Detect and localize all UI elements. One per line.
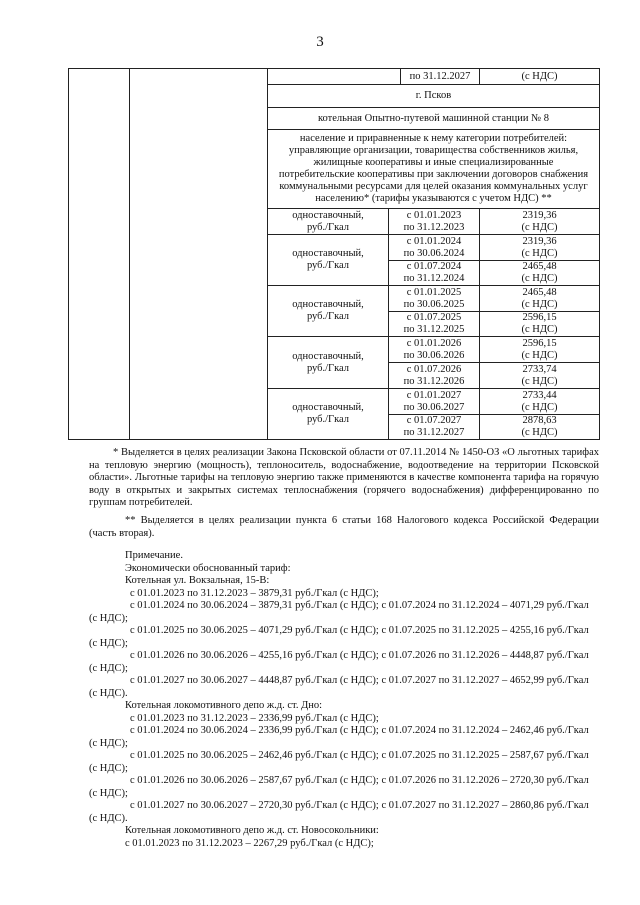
city-label: г. Псков xyxy=(415,90,452,101)
tariff-period xyxy=(389,209,479,234)
tariff-value xyxy=(480,337,599,362)
tariff-type-line: руб./Гкал xyxy=(306,311,350,322)
tariff-type-line: одноставочный, xyxy=(292,350,364,362)
tariff-value xyxy=(480,312,599,336)
value-line: (с НДС) xyxy=(521,401,558,413)
table-border-left xyxy=(68,68,69,440)
value-line: (с НДС) xyxy=(521,349,558,361)
tariff-table xyxy=(68,68,600,440)
value-line: (с НДС) xyxy=(521,273,558,284)
tariff-value xyxy=(480,286,599,311)
top-row-period: по 31.12.2027 xyxy=(409,70,471,82)
tariff-period xyxy=(389,261,479,285)
value-line: 2465,48 xyxy=(522,261,557,272)
value-line: 2733,44 xyxy=(522,389,557,401)
period-line: с 01.07.2027 xyxy=(406,415,462,426)
tariff-type xyxy=(268,286,388,336)
value-line: 2878,63 xyxy=(522,415,557,426)
period-line: по 31.12.2023 xyxy=(403,221,465,233)
tariff-entry: с 01.01.2025 по 30.06.2025 – 2462,46 руб./Гкал (с НДС); с 01.07.2025 по 31.12.2025 – 2587,67 руб./Гкал xyxy=(130,750,589,761)
tariff-entry: с 01.01.2027 по 30.06.2027 – 4448,87 руб./Гкал (с НДС); с 01.07.2027 по 31.12.2027 – 4652,99 руб./Гкал xyxy=(130,675,589,686)
tariff-type-line: руб./Гкал xyxy=(306,260,350,271)
period-line: с 01.01.2025 xyxy=(406,286,462,298)
tariff-entry: с 01.01.2023 по 31.12.2023 – 2267,29 руб./Гкал (с НДС); xyxy=(125,837,374,849)
period-line: с 01.07.2026 xyxy=(406,363,462,375)
tariff-period xyxy=(389,363,479,388)
value-line: (с НДС) xyxy=(521,298,558,310)
table-border-right xyxy=(599,68,600,440)
period-line: по 30.06.2026 xyxy=(403,349,465,361)
consumer-category xyxy=(268,130,599,208)
period-line: по 31.12.2027 xyxy=(403,427,465,438)
consumer-line: населению* (тарифы указываются с учетом НДС) ** xyxy=(315,193,552,204)
consumer-line: управляющие организации, товарищества собственников жилья, xyxy=(288,145,579,156)
tariff-type-line: руб./Гкал xyxy=(306,414,350,425)
tariff-entry-cont: (с НДС); xyxy=(89,662,128,674)
tariff-entry: с 01.01.2027 по 30.06.2027 – 2720,30 руб./Гкал (с НДС); с 01.07.2027 по 31.12.2027 – 2860,86 руб./Гкал xyxy=(130,800,589,811)
notes-subheading: Экономически обоснованный тариф: xyxy=(125,562,291,574)
period-line: по 30.06.2025 xyxy=(403,298,465,310)
consumer-line: коммунальными ресурсами для целей оказания коммунальных услуг xyxy=(279,181,588,192)
tariff-value xyxy=(480,261,599,285)
table-col-line xyxy=(129,68,130,440)
notes-heading: Примечание. xyxy=(125,550,183,561)
period-line: по 31.12.2025 xyxy=(403,324,465,335)
tariff-entry-cont: (с НДС); xyxy=(89,637,128,649)
value-line: (с НДС) xyxy=(521,427,558,438)
tariff-value xyxy=(480,209,599,234)
top-row-vat: (с НДС) xyxy=(521,70,558,82)
footnote-first: * Выделяется в целях реализации Закона Псковской области от 07.11.2014 № 1450-ОЗ «О льготных тарифах на тепловую энергию (мощность), теплоноситель, водоснабжение, водоотведение на территории Псковской области». Льготные тарифы на тепловую энергию также применяются в качестве компонента тарифа на горячую воду в открытых и закрытых системах теплоснабжения (горячего водоснабжения) дифференцированно по группам потребителей. xyxy=(89,447,599,509)
page-number: 3 xyxy=(316,34,324,50)
tariff-entry: с 01.01.2025 по 30.06.2025 – 4071,29 руб./Гкал (с НДС); с 01.07.2025 по 31.12.2025 – 4255,16 руб./Гкал xyxy=(130,625,589,636)
tariff-type-line: одноставочный, xyxy=(292,248,364,259)
tariff-type-line: руб./Гкал xyxy=(306,362,350,374)
tariff-type xyxy=(268,209,388,234)
tariff-type-line: одноставочный, xyxy=(292,209,364,221)
period-line: по 30.06.2027 xyxy=(403,401,465,413)
tariff-type xyxy=(268,235,388,285)
period-line: по 30.06.2024 xyxy=(403,247,465,259)
tariff-entry-cont: (с НДС). xyxy=(89,812,128,824)
value-line: 2596,15 xyxy=(522,337,557,349)
tariff-value xyxy=(480,235,599,260)
boiler-name: Котельная ул. Вокзальная, 15-В: xyxy=(125,575,270,586)
tariff-entry: с 01.01.2023 по 31.12.2023 – 3879,31 руб./Гкал (с НДС); xyxy=(130,587,379,599)
consumer-line: жилищные кооперативы и иные специализированные xyxy=(313,157,554,168)
tariff-period xyxy=(389,389,479,414)
value-line: 2319,36 xyxy=(522,235,557,247)
tariff-type-line: одноставочный, xyxy=(292,299,364,310)
tariff-entry: с 01.01.2026 по 30.06.2026 – 2587,67 руб./Гкал (с НДС); с 01.07.2026 по 31.12.2026 – 2720,30 руб./Гкал xyxy=(130,775,589,786)
notes-section xyxy=(89,550,601,850)
tariff-type-line: одноставочный, xyxy=(292,402,364,413)
tariff-entry-cont: (с НДС); xyxy=(89,612,128,624)
period-line: с 01.01.2026 xyxy=(406,337,462,349)
value-line: 2319,36 xyxy=(522,209,557,221)
period-line: с 01.01.2027 xyxy=(406,389,462,401)
value-line: (с НДС) xyxy=(521,324,558,335)
tariff-period xyxy=(389,337,479,362)
tariff-entry: с 01.01.2026 по 30.06.2026 – 4255,16 руб./Гкал (с НДС); с 01.07.2026 по 31.12.2026 – 4448,87 руб./Гкал xyxy=(130,650,589,661)
tariff-entry-cont: (с НДС); xyxy=(89,762,128,774)
value-line: 2733,74 xyxy=(522,363,557,375)
footnote-second: ** Выделяется в целях реализации пункта 6 статьи 168 Налогового кодекса Российской Федерации (часть вторая). xyxy=(89,515,599,539)
tariff-type xyxy=(268,389,388,439)
tariff-type xyxy=(268,337,388,388)
period-line: с 01.01.2023 xyxy=(406,209,462,221)
consumer-line: население и приравненные к нему категории потребителей: xyxy=(299,133,568,144)
tariff-period xyxy=(389,312,479,336)
tariff-entry: с 01.01.2024 по 30.06.2024 – 3879,31 руб./Гкал (с НДС); с 01.07.2024 по 31.12.2024 – 4071,29 руб./Гкал xyxy=(130,600,589,611)
tariff-entry-cont: (с НДС); xyxy=(89,737,128,749)
tariff-entry: с 01.01.2024 по 30.06.2024 – 2336,99 руб./Гкал (с НДС); с 01.07.2024 по 31.12.2024 – 2462,46 руб./Гкал xyxy=(130,725,589,736)
tariff-period xyxy=(389,235,479,260)
period-line: с 01.07.2024 xyxy=(406,261,462,272)
station-label: котельная Опытно-путевой машинной станции № 8 xyxy=(317,112,550,124)
value-line: (с НДС) xyxy=(521,375,558,387)
period-line: по 31.12.2024 xyxy=(403,273,465,284)
tariff-value xyxy=(480,363,599,388)
tariff-entry-cont: (с НДС). xyxy=(89,687,128,699)
table-border-bottom xyxy=(68,439,600,440)
period-line: с 01.01.2024 xyxy=(406,235,462,247)
tariff-period xyxy=(389,415,479,439)
value-line: (с НДС) xyxy=(521,247,558,259)
period-line: с 01.07.2025 xyxy=(406,312,462,323)
tariff-value xyxy=(480,389,599,414)
value-line: 2596,15 xyxy=(522,312,557,323)
tariff-type-line: руб./Гкал xyxy=(306,221,350,233)
value-line: 2465,48 xyxy=(522,286,557,298)
boiler-name: Котельная локомотивного депо ж.д. ст. Дно: xyxy=(125,700,323,711)
tariff-value xyxy=(480,415,599,439)
value-line: (с НДС) xyxy=(521,221,558,233)
boiler-name: Котельная локомотивного депо ж.д. ст. Новосокольники: xyxy=(125,825,379,836)
tariff-entry-cont: (с НДС); xyxy=(89,787,128,799)
period-line: по 31.12.2026 xyxy=(403,375,465,387)
tariff-entry: с 01.01.2023 по 31.12.2023 – 2336,99 руб./Гкал (с НДС); xyxy=(130,712,379,724)
consumer-line: потребительские кооперативы при заключении договоров снабжения xyxy=(278,169,589,180)
tariff-period xyxy=(389,286,479,311)
